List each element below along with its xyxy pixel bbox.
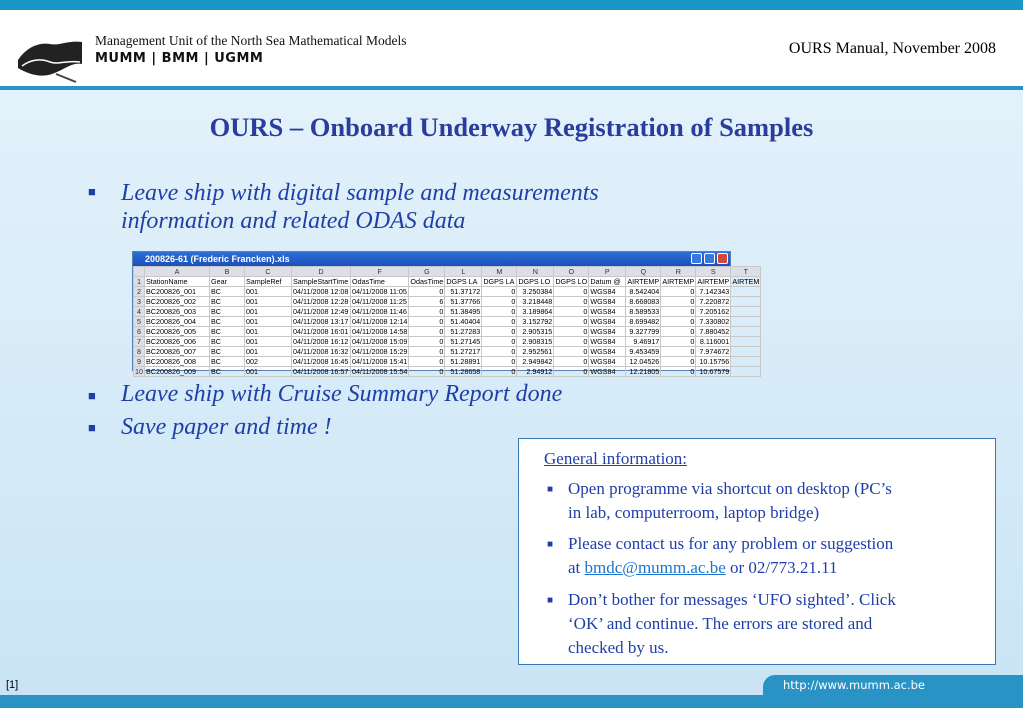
table-cell: BC200826_008 — [145, 357, 210, 367]
table-cell: 04/11/2008 12:28 — [292, 297, 351, 307]
header-cell: StationName — [145, 277, 210, 287]
table-cell: WGS84 — [589, 297, 626, 307]
column-letter: R — [661, 267, 696, 277]
header-cell: Gear — [210, 277, 245, 287]
table-cell: BC200826_009 — [145, 367, 210, 377]
table-cell — [731, 297, 761, 307]
table-cell: 001 — [245, 307, 292, 317]
info-item-1-line-1: Open programme via shortcut on desktop (PC’s — [568, 479, 892, 498]
page-number: [1] — [6, 679, 19, 691]
table-cell: 0 — [661, 317, 696, 327]
table-cell: 0 — [554, 337, 589, 347]
table-cell: 51.37172 — [445, 287, 482, 297]
table-row — [134, 317, 761, 327]
header-cell: DGPS LA — [482, 277, 517, 287]
table-cell: 001 — [245, 317, 292, 327]
column-letter: C — [245, 267, 292, 277]
table-cell: 0 — [661, 367, 696, 377]
table-cell: 2.949842 — [517, 357, 554, 367]
info-bullet-icon: ■ — [547, 484, 554, 495]
table-cell: 0 — [409, 327, 445, 337]
table-cell: WGS84 — [589, 337, 626, 347]
table-cell: 0 — [661, 307, 696, 317]
table-cell: 002 — [245, 357, 292, 367]
table-cell: 0 — [482, 307, 517, 317]
table-cell: 0 — [554, 357, 589, 367]
table-cell: 2.905315 — [517, 327, 554, 337]
header-rule — [0, 86, 1023, 90]
table-cell: 001 — [245, 337, 292, 347]
corner-cell — [134, 267, 145, 277]
table-cell: 04/11/2008 13:17 — [292, 317, 351, 327]
table-cell: 04/11/2008 11:46 — [351, 307, 409, 317]
table-cell: 0 — [482, 287, 517, 297]
table-cell: BC — [210, 357, 245, 367]
info-bullet-icon: ■ — [547, 539, 554, 550]
top-bar — [0, 0, 1023, 10]
table-cell: 0 — [554, 327, 589, 337]
header-cell: SampleRef — [245, 277, 292, 287]
table-cell: 001 — [245, 367, 292, 377]
bullet-2: Leave ship with Cruise Summary Report done — [121, 381, 563, 407]
table-cell: BC — [210, 297, 245, 307]
info-item-1-line-2: in lab, computerroom, laptop bridge) — [568, 503, 820, 522]
row-number: 10 — [135, 367, 143, 376]
row-number: 3 — [134, 297, 145, 307]
footer-url[interactable]: http://www.mumm.ac.be — [763, 675, 1023, 695]
header-cell: OdasTime — [351, 277, 409, 287]
footer-bar — [0, 695, 1023, 708]
table-cell — [731, 327, 761, 337]
table-cell: 0 — [554, 287, 589, 297]
table-cell: 0 — [482, 347, 517, 357]
column-letter: P — [589, 267, 626, 277]
column-letter: T — [731, 267, 761, 277]
table-cell: BC200826_003 — [145, 307, 210, 317]
header-cell: AIRTEMP — [662, 277, 695, 286]
table-cell: 001 — [245, 327, 292, 337]
slide-title: OURS – Onboard Underway Registration of Samples — [209, 112, 814, 142]
table-row — [134, 347, 761, 357]
table-cell: 9.327799 — [626, 327, 661, 337]
table-cell: 0 — [482, 297, 517, 307]
table-cell: 8.699482 — [626, 317, 661, 327]
table-cell: 2.952561 — [517, 347, 554, 357]
table-cell: 04/11/2008 12:08 — [292, 287, 351, 297]
info-heading: General information: — [544, 449, 688, 468]
table-cell: BC — [210, 327, 245, 337]
table-cell: 9.46917 — [626, 337, 661, 347]
table-cell: WGS84 — [589, 317, 626, 327]
table-cell: BC200826_002 — [145, 297, 210, 307]
row-number: 1 — [134, 277, 145, 287]
table-row — [134, 297, 761, 307]
row-number: 2 — [134, 287, 145, 297]
table-cell: 04/11/2008 16:45 — [292, 357, 351, 367]
table-cell: 04/11/2008 12:49 — [292, 307, 351, 317]
table-cell: 7.330802 — [696, 317, 731, 327]
table-cell: 04/11/2008 16:32 — [292, 347, 351, 357]
table-cell: 04/11/2008 16:57 — [292, 367, 351, 377]
column-letter: Q — [626, 267, 661, 277]
table-cell: 001 — [245, 347, 292, 357]
table-cell: 0 — [482, 357, 517, 367]
table-cell: 8.116001 — [696, 337, 731, 347]
table-cell: 0 — [409, 307, 445, 317]
header-cell: AIRTEMP — [627, 277, 660, 286]
spreadsheet-table — [133, 266, 761, 377]
column-letter: L — [445, 267, 482, 277]
table-cell: BC — [210, 287, 245, 297]
row-number: 9 — [134, 357, 145, 367]
info-item-3-line-3: checked by us. — [568, 638, 669, 657]
info-item-2-line-2 — [568, 556, 978, 580]
mumm-logo — [16, 30, 84, 82]
table-cell: 0 — [661, 297, 696, 307]
table-cell: BC — [210, 347, 245, 357]
column-letter: S — [696, 267, 731, 277]
table-cell: 0 — [661, 337, 696, 347]
table-cell: 8.542404 — [626, 287, 661, 297]
table-row — [134, 337, 761, 347]
info-item-3 — [568, 588, 978, 660]
table-cell: 04/11/2008 15:54 — [352, 367, 408, 376]
table-cell: 04/11/2008 12:14 — [352, 317, 408, 326]
table-cell: 10.67579 — [696, 367, 731, 377]
spreadsheet-grid — [133, 266, 761, 377]
table-cell: 0 — [554, 367, 589, 377]
table-cell: 04/11/2008 14:58 — [352, 327, 408, 336]
column-letter: D — [292, 267, 351, 277]
table-cell: 51.28891 — [445, 357, 482, 367]
table-cell: 7.974672 — [696, 347, 731, 357]
info-item-1 — [568, 477, 978, 525]
table-row — [134, 327, 761, 337]
table-cell — [731, 287, 761, 297]
row-number: 4 — [134, 307, 145, 317]
table-cell: 0 — [661, 357, 696, 367]
table-row — [134, 277, 761, 287]
column-letter: B — [210, 267, 245, 277]
table-cell — [731, 337, 761, 347]
column-letter: A — [145, 267, 210, 277]
table-cell: 3.189864 — [517, 307, 554, 317]
row-number: 5 — [134, 317, 145, 327]
bullet-1-line-1: Leave ship with digital sample and measurements — [121, 180, 599, 206]
table-cell: 9.453459 — [626, 347, 661, 357]
table-cell: WGS84 — [589, 327, 626, 337]
table-cell — [731, 367, 761, 377]
table-cell — [731, 347, 761, 357]
table-cell: BC — [210, 317, 245, 327]
close-icon[interactable] — [717, 253, 728, 264]
table-cell: 7.142343 — [696, 287, 731, 297]
table-cell: 001 — [245, 287, 292, 297]
header-cell: SampleStartTime — [292, 277, 351, 287]
table-cell: WGS84 — [589, 307, 626, 317]
spreadsheet-screenshot — [132, 251, 760, 376]
table-row — [134, 357, 761, 367]
table-cell: 7.205162 — [696, 307, 731, 317]
table-cell: 0 — [409, 347, 445, 357]
header-cell: AIRTEMP — [697, 277, 730, 286]
header-cell: OdasTime — [410, 277, 444, 286]
spreadsheet-window-title: 200826-61 (Frederic Francken).xls — [145, 254, 290, 264]
table-cell: 0 — [661, 287, 696, 297]
table-cell: 0 — [661, 327, 696, 337]
info-item-2-line-1: Please contact us for any problem or suggestion — [568, 534, 894, 553]
table-cell: 8.668083 — [626, 297, 661, 307]
header-cell: DGPS LO — [517, 277, 554, 287]
table-cell: 04/11/2008 11:05 — [351, 287, 409, 297]
table-cell: 3.250384 — [517, 287, 554, 297]
table-cell — [731, 317, 761, 327]
table-cell: 04/11/2008 15:41 — [352, 357, 408, 366]
window-controls — [691, 253, 728, 264]
header-cell: DGPS LO — [555, 277, 588, 286]
table-cell: 3.218448 — [517, 297, 554, 307]
table-cell: 0 — [409, 287, 445, 297]
table-cell: WGS84 — [589, 287, 626, 297]
manual-reference: OURS Manual, November 2008 — [788, 40, 996, 57]
table-cell: BC — [210, 337, 245, 347]
column-letter: O — [554, 267, 589, 277]
email-link[interactable]: bmdc@mumm.ac.be — [584, 558, 726, 577]
info-item-3-line-1: Don’t bother for messages ‘UFO sighted’. Click — [568, 590, 896, 609]
table-cell: 0 — [482, 337, 517, 347]
table-cell: BC200826_005 — [145, 327, 210, 337]
table-cell: WGS84 — [589, 357, 626, 367]
table-cell: 0 — [554, 297, 589, 307]
table-cell: 001 — [245, 297, 292, 307]
table-cell: 0 — [661, 347, 696, 357]
table-cell: 12.21805 — [626, 367, 661, 377]
table-cell: 0 — [409, 337, 445, 347]
row-number: 8 — [134, 347, 145, 357]
info-item-2-at: at — [568, 558, 581, 577]
table-row — [134, 367, 761, 377]
table-cell: 0 — [554, 317, 589, 327]
table-cell: 04/11/2008 15:09 — [352, 337, 408, 346]
table-cell: 6 — [409, 297, 445, 307]
table-cell: 0 — [409, 357, 445, 367]
table-cell: 3.152792 — [517, 317, 554, 327]
info-item-2 — [568, 532, 978, 580]
table-cell: 2.94912 — [517, 367, 554, 377]
info-bullet-icon: ■ — [547, 595, 554, 606]
info-item-2-phone: or 02/773.21.11 — [730, 558, 838, 577]
info-item-3-line-2: ‘OK’ and continue. The errors are stored and — [568, 614, 873, 633]
column-letter-row — [134, 267, 761, 277]
column-letter: M — [482, 267, 517, 277]
table-cell: BC — [210, 367, 245, 377]
table-row — [134, 287, 761, 297]
table-cell: 0 — [482, 367, 517, 377]
column-letter: G — [409, 267, 445, 277]
table-cell: 2.908315 — [517, 337, 554, 347]
table-cell: BC200826_004 — [145, 317, 210, 327]
table-cell: BC200826_001 — [145, 287, 210, 297]
table-cell — [731, 307, 761, 317]
bullet-marker-icon: ■ — [88, 420, 96, 435]
header-cell: Datum @ — [589, 277, 626, 287]
org-abbreviations: MUMM | BMM | UGMM — [95, 51, 264, 66]
table-cell: 04/11/2008 11:25 — [351, 297, 409, 307]
table-row — [134, 307, 761, 317]
table-cell: BC — [210, 307, 245, 317]
table-cell: BC200826_006 — [145, 337, 210, 347]
org-name: Management Unit of the North Sea Mathematical Models — [95, 33, 407, 48]
table-cell: 0 — [482, 317, 517, 327]
maximize-icon[interactable] — [704, 253, 715, 264]
table-cell: 51.38495 — [445, 307, 482, 317]
table-cell: 04/11/2008 16:01 — [292, 327, 351, 337]
table-cell — [731, 357, 761, 367]
table-cell: 0 — [409, 317, 445, 327]
table-cell: 04/11/2008 16:12 — [292, 337, 351, 347]
header-cell: AIRTEM — [732, 277, 760, 286]
table-cell: WGS84 — [589, 367, 626, 377]
table-cell: 0 — [409, 367, 445, 377]
table-cell: 12.04526 — [626, 357, 661, 367]
general-info-box — [518, 438, 996, 665]
row-number: 7 — [134, 337, 145, 347]
table-cell: 04/11/2008 15:29 — [352, 347, 408, 356]
spreadsheet-titlebar — [133, 252, 730, 266]
table-cell: 51.27217 — [445, 347, 482, 357]
table-cell: 0 — [482, 327, 517, 337]
table-cell: 51.27145 — [445, 337, 482, 347]
table-cell: WGS84 — [589, 347, 626, 357]
column-letter: F — [351, 267, 409, 277]
bullet-marker-icon: ■ — [88, 388, 96, 403]
table-cell: 51.28658 — [445, 367, 482, 377]
table-cell: 51.27283 — [445, 327, 482, 337]
table-cell: 8.589533 — [626, 307, 661, 317]
bullet-marker-icon: ■ — [88, 184, 96, 199]
table-cell: BC200826_007 — [145, 347, 210, 357]
table-cell: 0 — [554, 307, 589, 317]
table-cell: 0 — [554, 347, 589, 357]
table-cell: 7.880452 — [696, 327, 731, 337]
table-cell: 51.40404 — [445, 317, 482, 327]
table-cell: 51.37766 — [445, 297, 482, 307]
column-letter: N — [517, 267, 554, 277]
header-cell: DGPS LA — [445, 277, 482, 287]
table-cell: 10.15756 — [696, 357, 731, 367]
minimize-icon[interactable] — [691, 253, 702, 264]
bullet-3: Save paper and time ! — [121, 414, 332, 440]
table-cell: 7.220872 — [696, 297, 731, 307]
bullet-1-line-2: information and related ODAS data — [121, 208, 466, 234]
row-number: 6 — [134, 327, 145, 337]
